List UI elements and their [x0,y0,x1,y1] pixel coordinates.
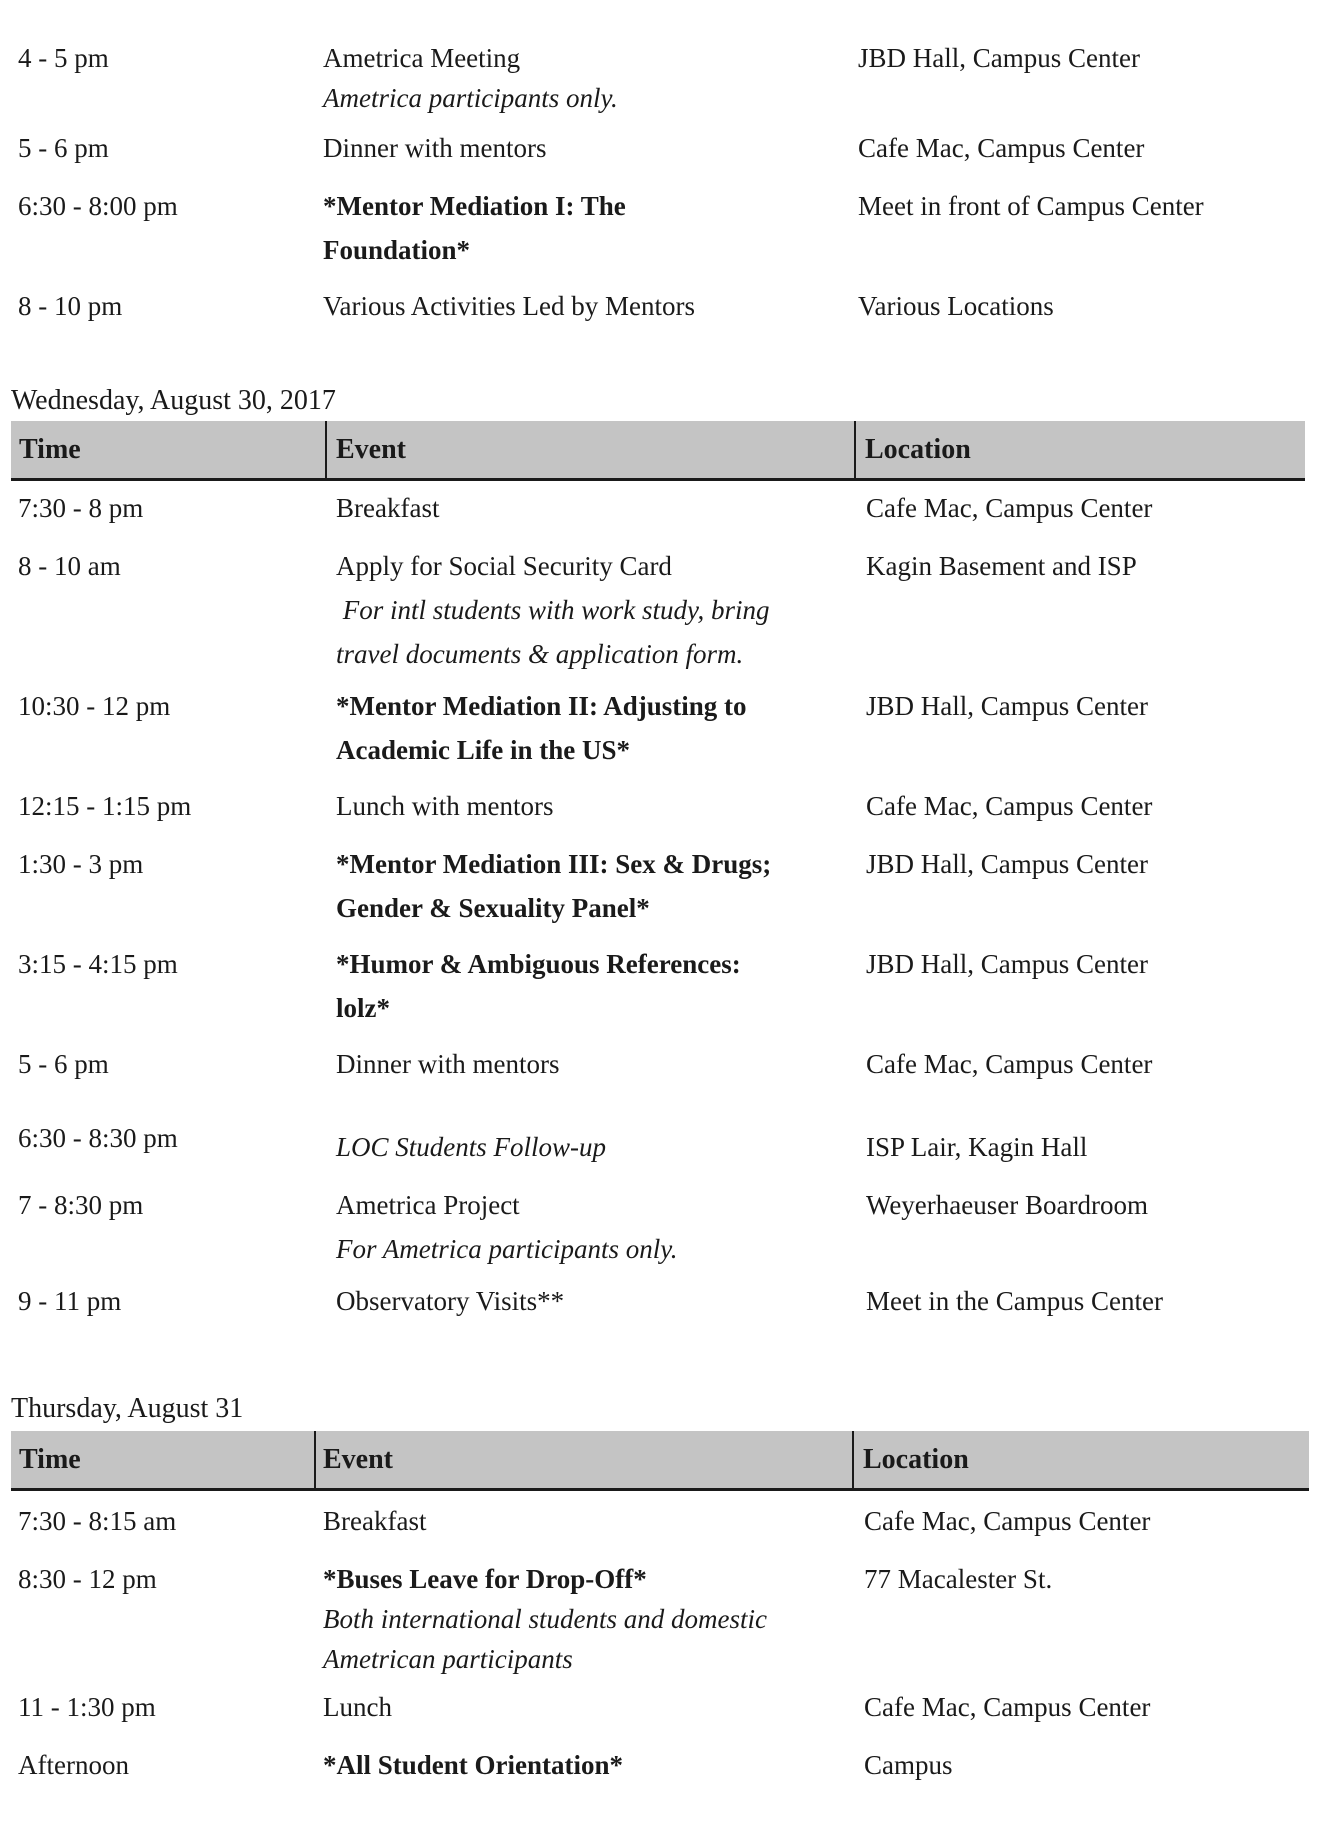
time-cell: Afternoon [18,1750,129,1780]
event-cell: Various Activities Led by Mentors [323,291,695,321]
time-cell: 6:30 - 8:30 pm [18,1123,178,1153]
event-title: Ametrica Meeting [323,43,521,73]
location-cell: Cafe Mac, Campus Center [864,1506,1151,1536]
event-note: For intl students with work study, bring [336,595,770,625]
event-cell: Dinner with mentors [323,133,547,163]
event-cell [323,193,626,264]
time-cell: 6:30 - 8:00 pm [18,191,178,221]
time-cell: 8 - 10 pm [18,291,123,321]
location-cell: JBD Hall, Campus Center [858,43,1140,73]
time-cell: 1:30 - 3 pm [18,849,144,879]
event-cell: Dinner with mentors [336,1049,560,1079]
time-cell: 9 - 11 pm [18,1286,122,1316]
time-cell: 10:30 - 12 pm [18,691,171,721]
event-cell: *All Student Orientation* [323,1750,624,1780]
event-title-line: *Humor & Ambiguous References: [336,949,741,979]
location-cell: Various Locations [858,291,1054,321]
event-cell: Lunch with mentors [336,791,554,821]
time-cell: 3:15 - 4:15 pm [18,949,178,979]
time-cell: 4 - 5 pm [18,43,109,73]
header-time: Time [19,434,81,465]
location-cell: 77 Macalester St. [864,1564,1053,1594]
location-cell: JBD Hall, Campus Center [866,691,1148,721]
day-heading: Wednesday, August 30, 2017 [11,385,336,416]
event-cell [323,1566,767,1673]
event-title: *Buses Leave for Drop-Off* [323,1564,647,1594]
event-note: Both international students and domestic [323,1604,767,1634]
time-cell: 12:15 - 1:15 pm [18,791,192,821]
location-cell: Cafe Mac, Campus Center [866,493,1153,523]
event-title-line: Gender & Sexuality Panel* [336,893,650,923]
location-cell: Cafe Mac, Campus Center [866,1049,1153,1079]
header-event: Event [336,434,406,465]
time-cell: 7 - 8:30 pm [18,1190,144,1220]
event-note: travel documents & application form. [336,639,744,669]
header-event: Event [323,1444,393,1475]
event-title: Apply for Social Security Card [336,551,672,581]
location-cell: JBD Hall, Campus Center [866,849,1148,879]
column-divider [852,1431,854,1488]
location-cell: Cafe Mac, Campus Center [858,133,1145,163]
table-header [11,1431,1309,1491]
event-title-line: *Mentor Mediation I: The [323,191,626,221]
time-cell: 5 - 6 pm [18,133,109,163]
location-cell: Campus [864,1750,953,1780]
time-cell: 5 - 6 pm [18,1049,109,1079]
location-cell: Weyerhaeuser Boardroom [866,1190,1148,1220]
event-title-line: lolz* [336,993,390,1023]
column-divider [325,421,327,478]
event-cell [336,1192,677,1263]
event-title-line: *Mentor Mediation II: Adjusting to [336,691,747,721]
header-time: Time [19,1444,81,1475]
event-cell: Observatory Visits** [336,1286,565,1316]
event-cell: Lunch [323,1692,392,1722]
event-cell: Breakfast [336,493,440,523]
time-cell: 7:30 - 8 pm [18,493,144,523]
event-cell [336,553,770,668]
location-cell: Meet in front of Campus Center [858,191,1204,221]
location-cell: JBD Hall, Campus Center [866,949,1148,979]
event-cell: LOC Students Follow-up [336,1132,607,1162]
header-location: Location [863,1444,969,1475]
time-cell: 7:30 - 8:15 am [18,1506,177,1536]
location-cell: Cafe Mac, Campus Center [864,1692,1151,1722]
event-note: Ametrica participants only. [323,83,618,113]
time-cell: 8 - 10 am [18,551,121,581]
header-location: Location [865,434,971,465]
event-cell: Breakfast [323,1506,427,1536]
event-title-line: *Mentor Mediation III: Sex & Drugs; [336,849,772,879]
event-cell [336,951,741,1022]
event-title: Ametrica Project [336,1190,520,1220]
time-cell: 8:30 - 12 pm [18,1564,157,1594]
event-cell [336,693,747,764]
location-cell: Cafe Mac, Campus Center [866,791,1153,821]
location-cell: Meet in the Campus Center [866,1286,1163,1316]
event-title-line: Academic Life in the US* [336,735,630,765]
day-heading: Thursday, August 31 [11,1393,244,1424]
event-cell [323,45,618,112]
event-cell [336,851,771,922]
location-cell: ISP Lair, Kagin Hall [866,1132,1088,1162]
table-header [11,421,1305,481]
event-title-line: Foundation* [323,235,471,265]
location-cell: Kagin Basement and ISP [866,551,1137,581]
event-note: Ametrican participants [323,1644,573,1674]
time-cell: 11 - 1:30 pm [18,1692,156,1722]
event-note: For Ametrica participants only. [336,1234,678,1264]
column-divider [854,421,856,478]
column-divider [314,1431,316,1488]
